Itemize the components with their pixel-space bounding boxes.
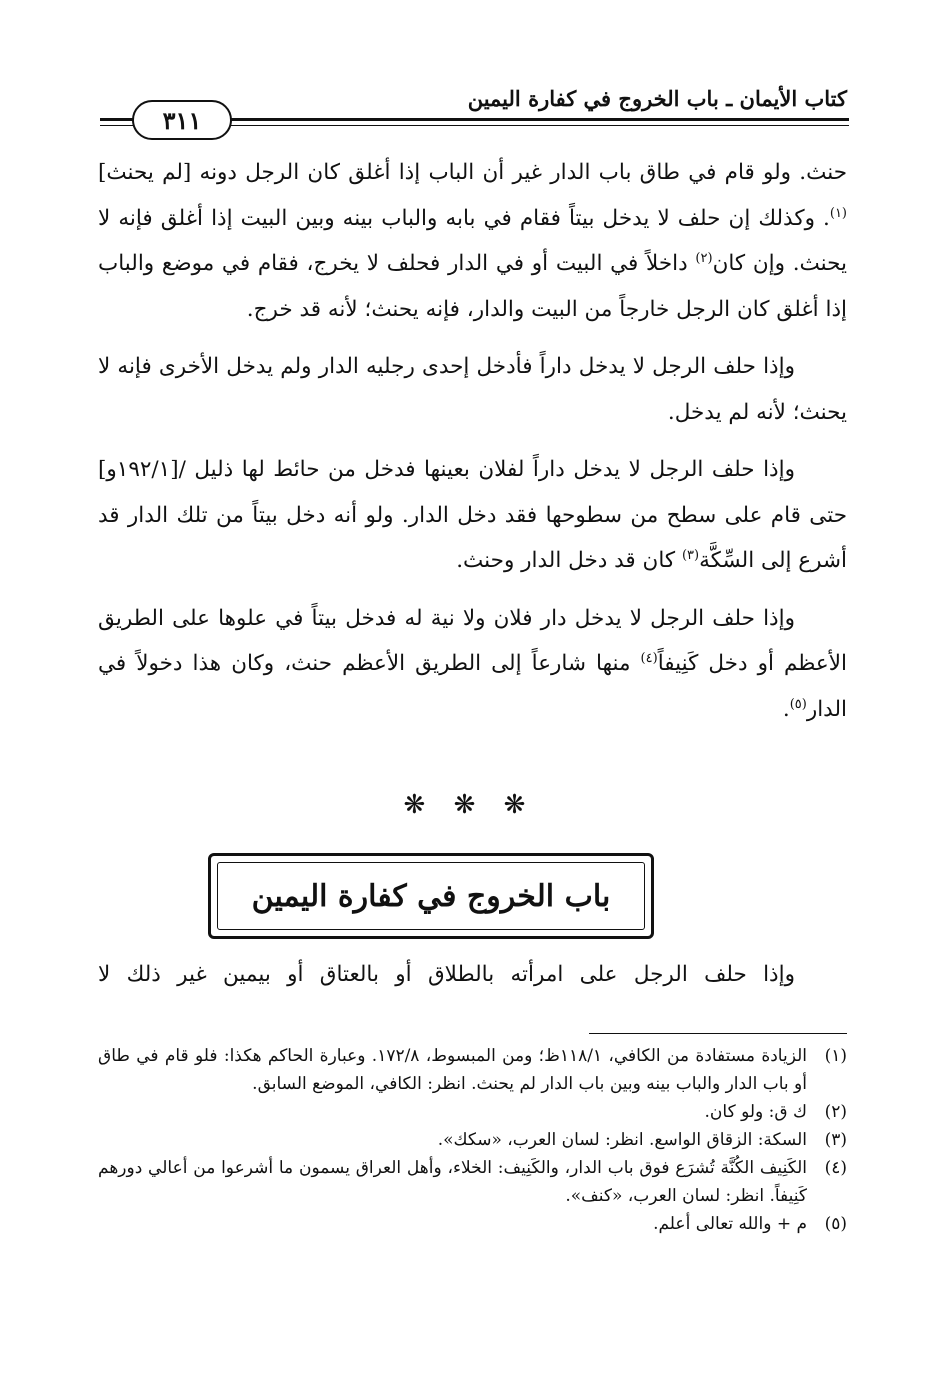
- footnote-2: [98, 1098, 847, 1126]
- footnote-text: م + والله تعالى أعلم.: [653, 1214, 807, 1234]
- text-segment: داخلاً في البيت أو في الدار فحلف لا يخرج، فقام في موضع والباب إذا أغلق كان الرجل خارجاً من البيت والدار، فإنه يحنث؛ لأنه قد خرج.: [98, 251, 847, 322]
- footnote-rule: [589, 1033, 847, 1034]
- footnote-text: السكة: الزقاق الواسع. انظر: لسان العرب، «سكك».: [437, 1130, 807, 1150]
- paragraph-1: [98, 150, 847, 332]
- footnote-number: (٤): [824, 1158, 847, 1178]
- footnote-1: [98, 1042, 847, 1098]
- running-head: كتاب الأيمان ـ باب الخروج في كفارة اليمين: [467, 86, 847, 111]
- footnote-ref-1[interactable]: (١): [829, 205, 847, 221]
- footnote-ref-5[interactable]: (٥): [789, 696, 807, 712]
- section-separator: ❋ ❋ ❋: [403, 790, 536, 820]
- paragraph-2: وإذا حلف الرجل لا يدخل داراً فأدخل إحدى رجليه الدار ولم يدخل الأخرى فإنه لا يحنث؛ لأنه لم يدخل.: [98, 354, 847, 425]
- footnote-number: (٢): [824, 1102, 847, 1122]
- text-segment: وإذا حلف الرجل لا يدخل داراً لفلان بعينها فدخل من حائط لها ذليل /[١٩٢/١و] حتى قام على سطح من سطوحها فقد دخل الدار. ولو أنه دخل بيتاً من تلك الدار قد أشرع إلى السِّكَّة: [98, 457, 847, 573]
- text-segment: حنث. ولو قام في طاق باب الدار غير أن الباب إذا أغلق كان الرجل دونه [لم يحنث]: [98, 160, 847, 185]
- paragraph-4: [98, 596, 847, 733]
- text-segment: . وكذلك إن حلف لا يدخل بيتاً فقام في بابه والباب بينه وبين البيت إذا أغلق فإنه لا يحنث. وإن كان: [98, 205, 847, 276]
- footnote-ref-3[interactable]: (٣): [681, 547, 700, 563]
- text-segment: كان قد دخل الدار وحنث.: [456, 548, 682, 573]
- footnote-number: (٣): [824, 1130, 847, 1150]
- footnote-4: [98, 1154, 847, 1210]
- chapter-title: باب الخروج في كفارة اليمين: [251, 878, 611, 914]
- footnotes: [98, 1042, 847, 1238]
- chapter-title-inner-frame: [217, 862, 645, 930]
- text-segment: .: [782, 696, 790, 722]
- footnote-ref-4[interactable]: (٤): [640, 650, 658, 666]
- footnote-ref-2[interactable]: (٢): [695, 250, 713, 266]
- text-segment: وإذا حلف الرجل لا يدخل دار فلان ولا نية له فدخل بيتاً في علوها على الطريق الأعظم أو دخل كَنِيفاً: [98, 605, 848, 676]
- main-text: [98, 150, 847, 744]
- footnote-text: الكَنِيف الكُنَّة تُشرَع فوق باب الدار، والكَنِيف: الخلاء، وأهل العراق يسمون ما أشرعوا من أعالي دورهم كَنِيفاً. انظر: لسان العرب، «كنف».: [98, 1158, 807, 1206]
- footnote-5: [98, 1210, 847, 1238]
- footnote-text: ك ق: ولو كان.: [704, 1102, 807, 1122]
- footnote-text: الزيادة مستفادة من الكافي، ١١٨/١ظ؛ ومن المبسوط، ١٧٢/٨. وعبارة الحاكم هكذا: فلو قام في طاق أو باب الدار والباب بينه وبين باب الدار لم يحنث. انظر: الكافي، الموضع السابق.: [98, 1046, 807, 1094]
- paragraph-3: [98, 447, 847, 584]
- footnote-3: [98, 1126, 847, 1154]
- chapter-title-frame: [208, 853, 654, 939]
- page-number: ٣١١: [132, 100, 232, 140]
- footnote-number: (٥): [824, 1214, 847, 1234]
- footnote-number: (١): [824, 1046, 847, 1066]
- chapter-first-line: وإذا حلف الرجل على امرأته بالطلاق أو بالعتاق أو بيمين غير ذلك لا: [98, 962, 795, 987]
- text-segment: منها شارعاً إلى الطريق الأعظم حنث، وكان هذا دخولاً في الدار: [98, 651, 847, 722]
